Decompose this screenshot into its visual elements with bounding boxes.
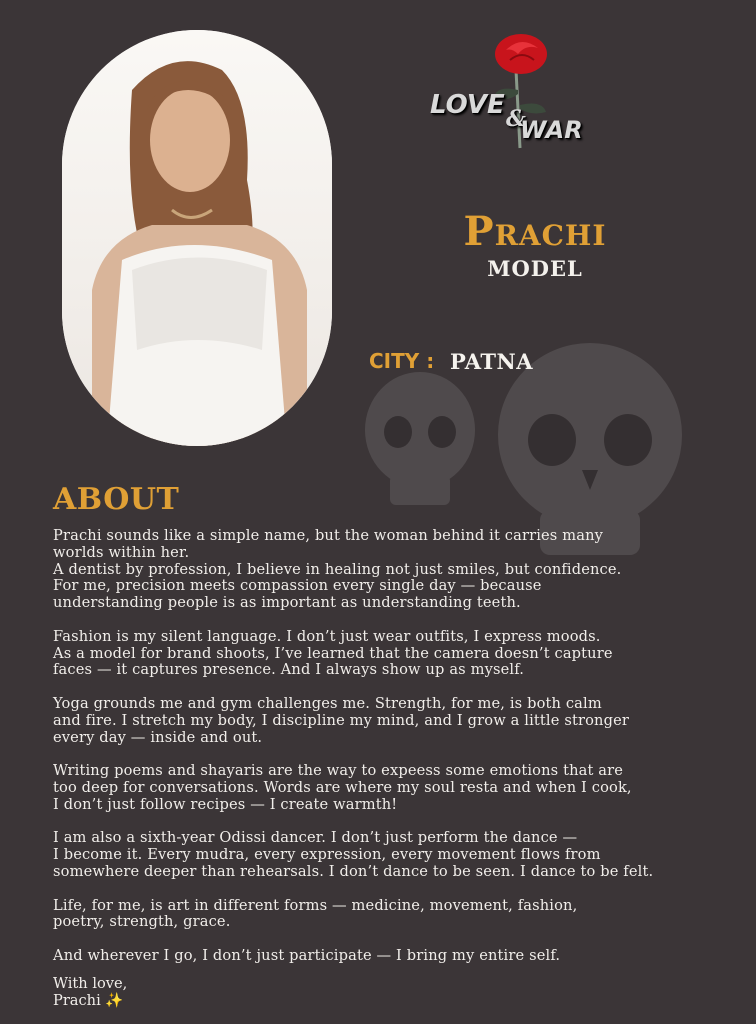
about-paragraph: Life, for me, is art in different forms — medicine, movement, fashion, poetry, strength, grace. (53, 896, 578, 931)
logo-word-love: LOVE (430, 90, 505, 120)
about-paragraph: And wherever I go, I don’t just participate — I bring my entire self. (53, 946, 561, 964)
logo-word-war: WAR (520, 116, 583, 144)
logo-ampersand: & (506, 106, 526, 132)
model-portrait (62, 30, 332, 446)
about-paragraph: Prachi sounds like a simple name, but the woman behind it carries many worlds within her. A dentist by profession, I believe in healing not just smiles, but confidence. For me, precision meets compassion every single day — because understanding people is as important as understanding teeth. (53, 527, 622, 612)
signoff (53, 976, 127, 1010)
signoff-name: Prachi ✨ (53, 991, 124, 1009)
about-paragraph: I am also a sixth-year Odissi dancer. I don’t just perform the dance — I become it. Every mudra, every expression, every movement flows from somewhere deeper than rehearsals. I don’t dance to be seen. I dance to be felt. (53, 829, 654, 880)
signoff-greeting: With love, (53, 975, 128, 992)
about-body (53, 528, 743, 982)
background-skull-left (360, 370, 480, 510)
about-paragraph: Writing poems and shayaris are the way to expeess some emotions that are too deep for conversations. Words are where my soul resta and when I cook, I don’t just follow recipes — I create warmth! (53, 762, 632, 813)
about-heading: ABOUT (53, 482, 180, 517)
profile-photo (62, 30, 332, 446)
city-value: PATNA (450, 349, 534, 374)
profile-name: Prachi (463, 208, 607, 255)
city-label: CITY : (369, 349, 435, 373)
about-paragraph: Yoga grounds me and gym challenges me. Strength, for me, is both calm and fire. I stretch my body, I discipline my mind, and I grow a little stronger every day — inside and out. (53, 694, 629, 746)
about-paragraph: Fashion is my silent language. I don’t just wear outfits, I express moods. As a model for brand shoots, I’ve learned that the camera doesn’t capture faces — it captures presence. And I always show up as myself. (53, 627, 613, 679)
profile-role: MODEL (487, 256, 583, 281)
love-and-war-logo (428, 30, 588, 160)
